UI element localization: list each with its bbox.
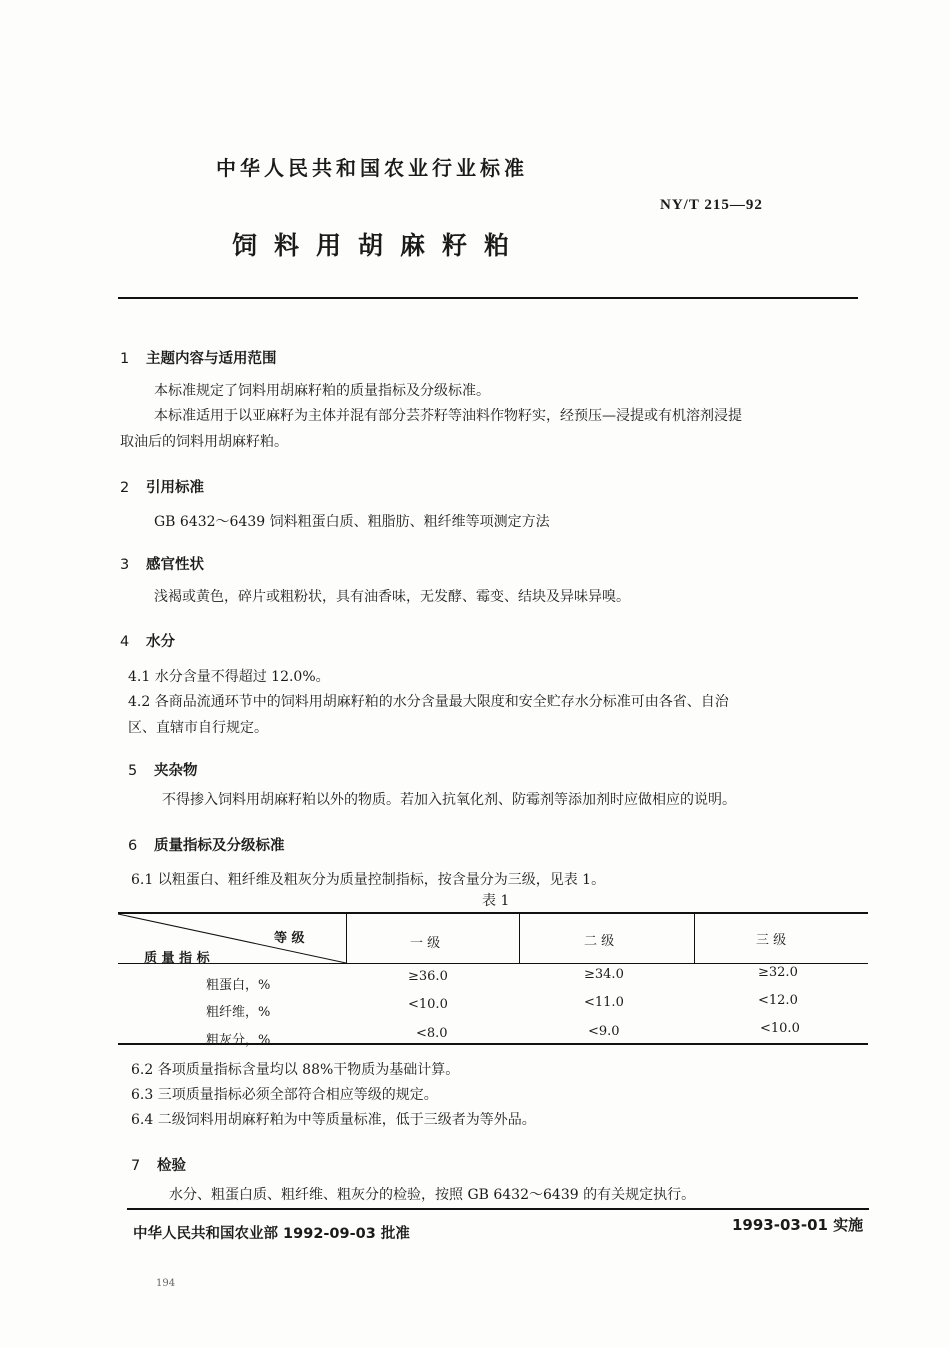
paragraph: 不得掺入饲料用胡麻籽粕以外的物质。若加入抗氧化剂、防霉剂等添加剂时应做相应的说明。 <box>162 792 736 808</box>
paragraph: 6.1 以粗蛋白、粗纤维及粗灰分为质量控制指标，按含量分为三级，见表 1。 <box>131 872 606 888</box>
table-col-rule <box>694 912 695 964</box>
table-grade-header: 三 级 <box>756 933 787 948</box>
table-grade-header: 一 级 <box>410 936 441 951</box>
table-corner-grade: 等 级 <box>274 931 305 946</box>
section-number: 2 <box>120 480 130 496</box>
table-caption: 表 1 <box>482 893 510 909</box>
paragraph: 6.3 三项质量指标必须全部符合相应等级的规定。 <box>131 1087 438 1103</box>
table-grade-header: 二 级 <box>584 934 615 949</box>
paragraph: 水分、粗蛋白质、粗纤维、粗灰分的检验，按照 GB 6432～6439 的有关规定执行。 <box>169 1187 696 1203</box>
paragraph: 4.1 水分含量不得超过 12.0%。 <box>128 669 330 685</box>
paragraph: 区、直辖市自行规定。 <box>128 720 268 736</box>
footer-rule <box>127 1208 869 1210</box>
section-4-heading <box>120 630 175 651</box>
section-title: 主题内容与适用范围 <box>146 351 277 367</box>
paragraph: 本标准适用于以亚麻籽为主体并混有部分芸芥籽等油料作物籽实，经预压—浸提或有机溶剂浸提 <box>154 408 742 424</box>
section-2-heading <box>120 476 204 497</box>
section-number: 3 <box>120 557 130 573</box>
paragraph: 4.2 各商品流通环节中的饲料用胡麻籽粕的水分含量最大限度和安全贮存水分标准可由各省、自治 <box>128 694 729 710</box>
approval-note: 中华人民共和国农业部 1992-09-03 批准 <box>133 1226 410 1242</box>
table-cell: ≥34.0 <box>584 967 624 982</box>
section-number: 7 <box>131 1158 141 1174</box>
section-number: 4 <box>120 634 130 650</box>
standard-title: 中华人民共和国农业行业标准 <box>216 156 528 180</box>
table-cell: <12.0 <box>758 993 798 1008</box>
section-title: 夹杂物 <box>154 763 198 779</box>
section-number: 5 <box>128 763 138 779</box>
paragraph: 6.2 各项质量指标含量均以 88%干物质为基础计算。 <box>131 1062 460 1078</box>
table-cell: <11.0 <box>584 995 624 1010</box>
section-title: 水分 <box>146 634 175 650</box>
section-5-heading <box>128 759 198 780</box>
document-title: 饲料用胡麻籽粕 <box>232 231 527 260</box>
table-cell: ≥32.0 <box>758 965 798 980</box>
section-title: 引用标准 <box>146 480 204 496</box>
table-cell: <9.0 <box>588 1024 620 1039</box>
effective-date: 1993-03-01 实施 <box>732 1216 864 1234</box>
table-row-label: 粗纤维，% <box>206 1005 271 1020</box>
section-number: 1 <box>120 351 130 367</box>
table-row-label: 粗蛋白，% <box>206 978 271 993</box>
section-6-heading <box>128 834 285 855</box>
table-cell: ≥36.0 <box>408 969 448 984</box>
section-7-heading <box>131 1154 186 1175</box>
section-title: 感官性状 <box>146 557 204 573</box>
header-rule <box>118 297 858 299</box>
section-3-heading <box>120 553 204 574</box>
standard-code: NY/T 215—92 <box>660 197 763 213</box>
page-number: 194 <box>156 1278 176 1289</box>
section-title: 质量指标及分级标准 <box>154 838 285 854</box>
table-row-label: 粗灰分，% <box>206 1033 271 1048</box>
section-title: 检验 <box>157 1158 186 1174</box>
table-cell: <10.0 <box>760 1021 800 1036</box>
table-cell: <8.0 <box>416 1026 448 1041</box>
paragraph: GB 6432～6439 饲料粗蛋白质、粗脂肪、粗纤维等项测定方法 <box>154 514 550 530</box>
paragraph: 本标准规定了饲料用胡麻籽粕的质量指标及分级标准。 <box>154 383 490 399</box>
table-col-rule <box>519 912 520 964</box>
table-corner-metric: 质 量 指 标 <box>144 951 210 966</box>
table-cell: <10.0 <box>408 997 448 1012</box>
paragraph: 浅褐或黄色，碎片或粗粉状，具有油香味，无发酵、霉变、结块及异味异嗅。 <box>154 589 630 605</box>
paragraph: 6.4 二级饲料用胡麻籽粕为中等质量标准，低于三级者为等外品。 <box>131 1112 536 1128</box>
section-1-heading <box>120 347 277 368</box>
paragraph: 取油后的饲料用胡麻籽粕。 <box>120 434 288 450</box>
section-number: 6 <box>128 838 138 854</box>
quality-table <box>118 912 868 1048</box>
